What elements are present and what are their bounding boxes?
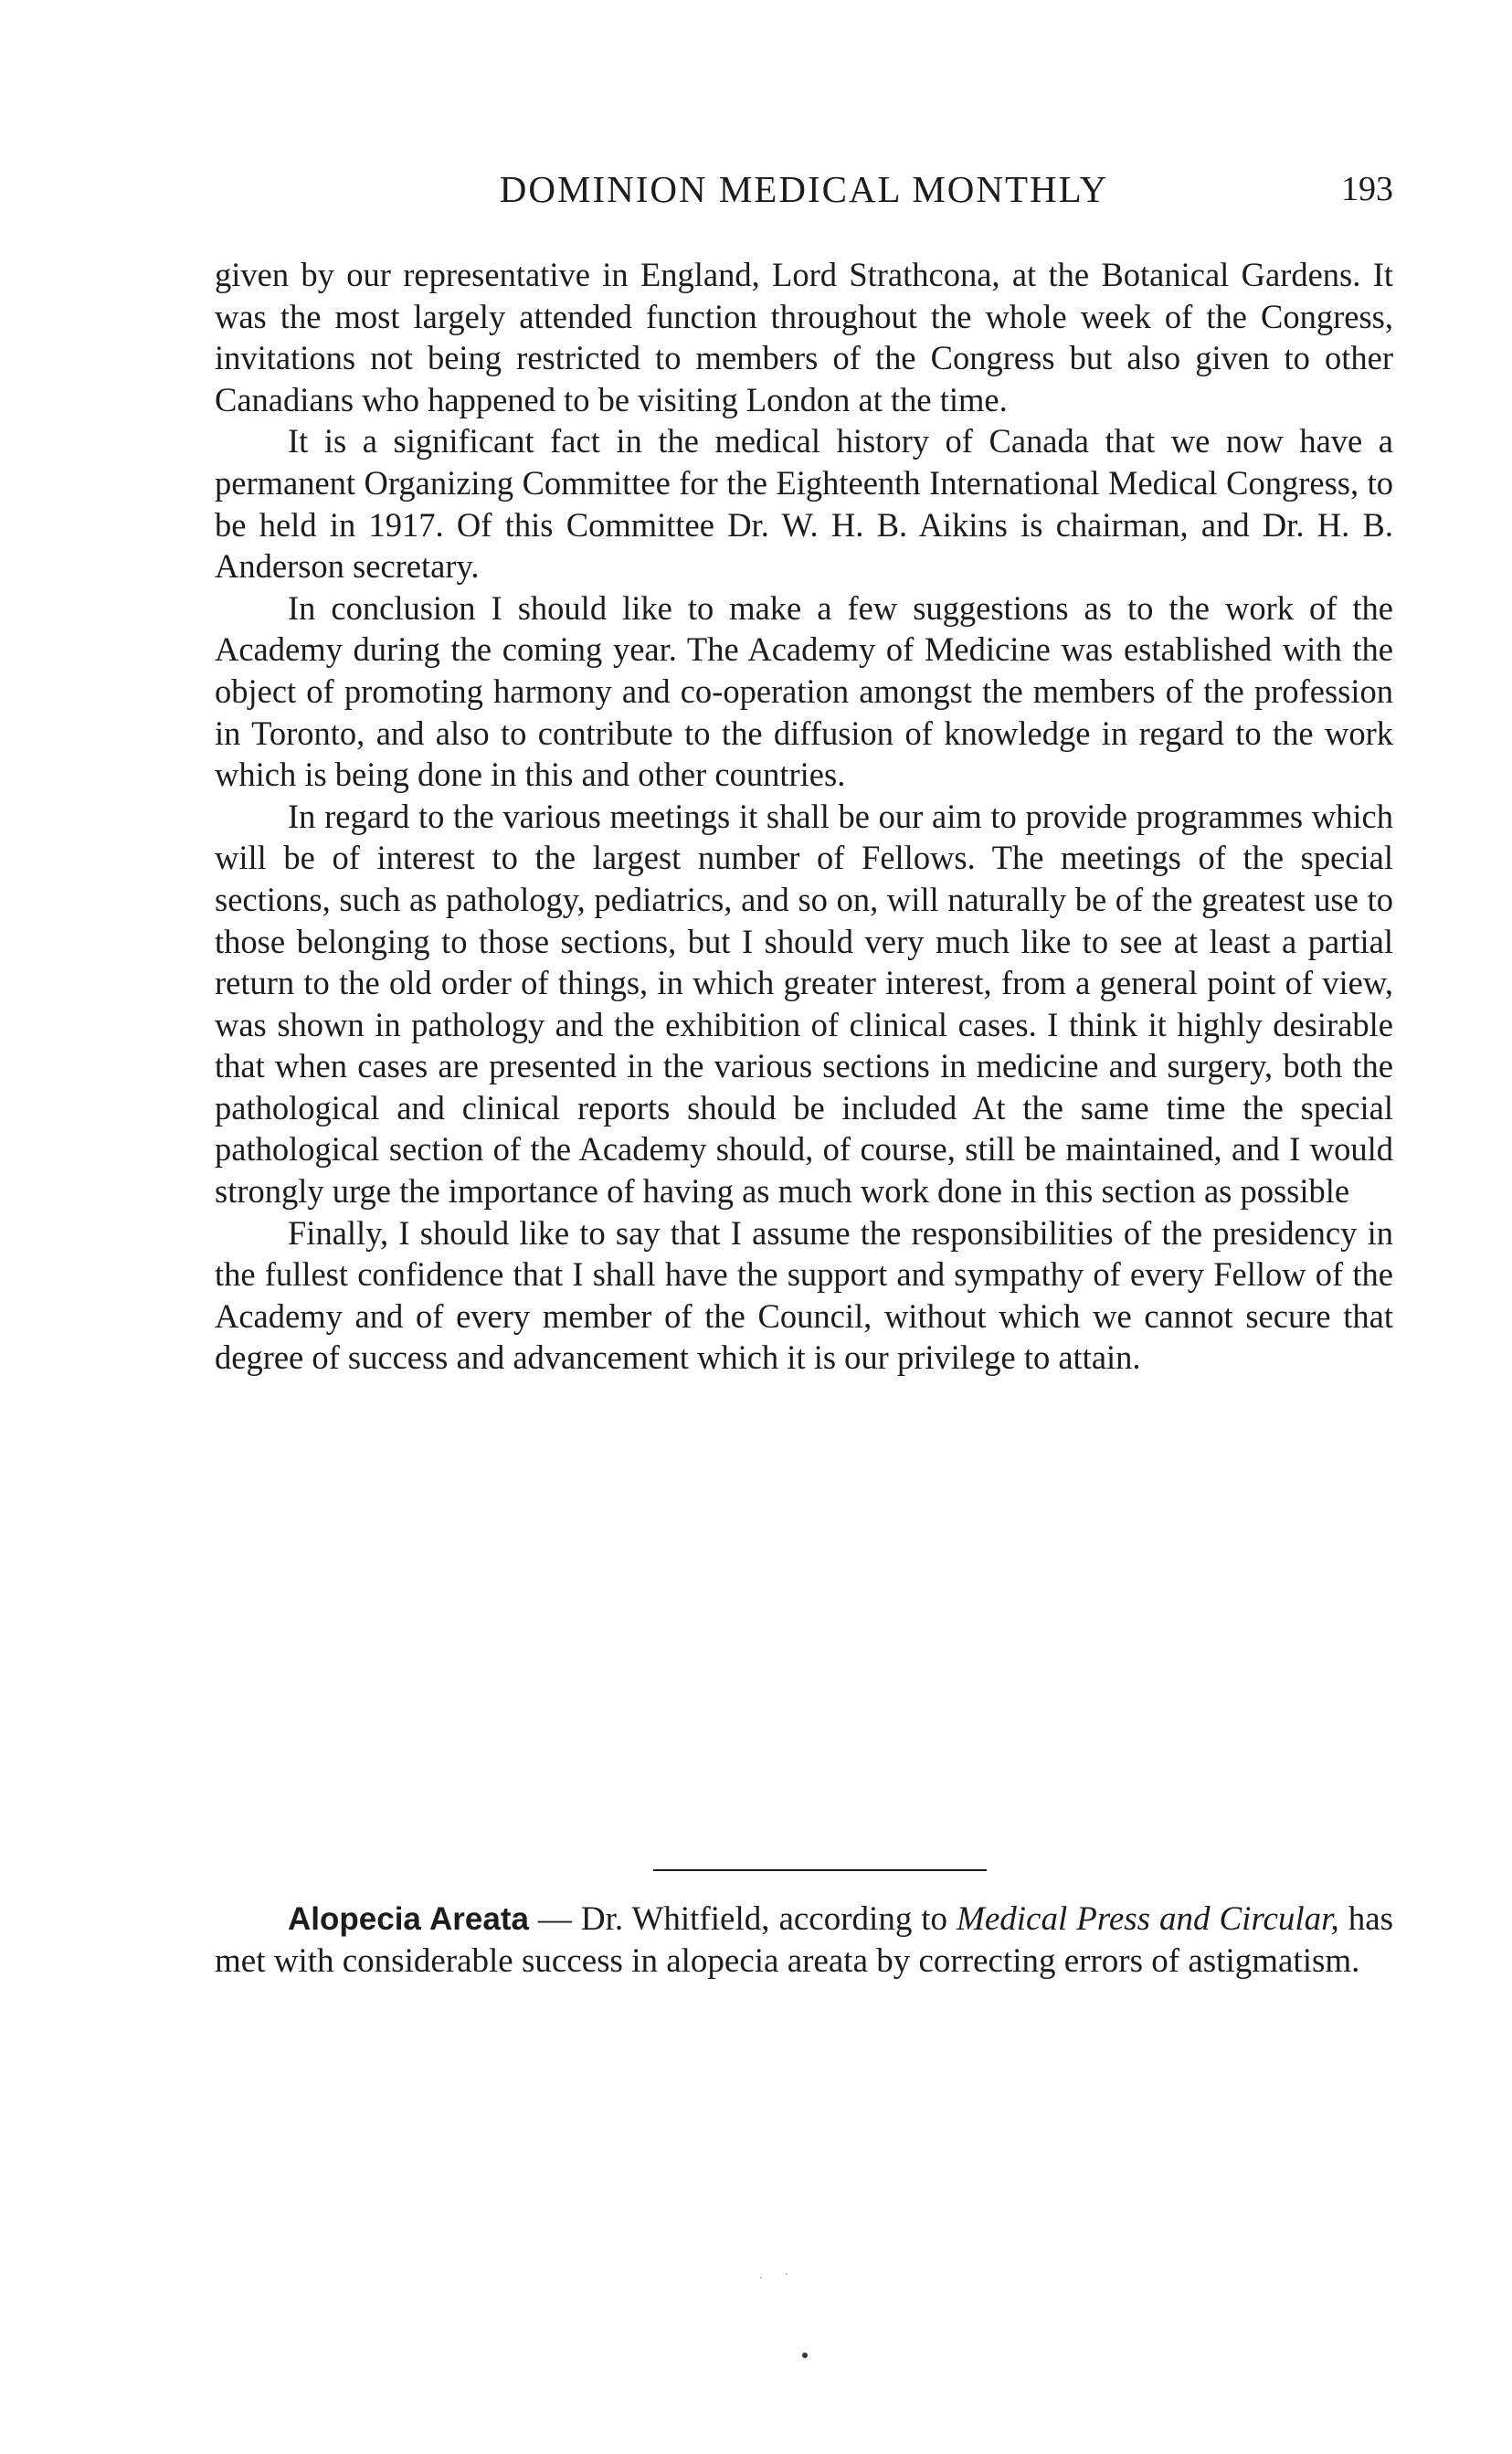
- note-source: Medical Press and Circular,: [957, 1900, 1339, 1938]
- note-text: has met with considerable success in alopecia areata by correcting errors of astigmatism.: [215, 1900, 1394, 1980]
- paragraph: In conclusion I should like to make a few suggestions as to the work of the Academy during the coming year. The Academy of Medicine was established with the object of promoting harmony and co-operation amongst the members of the profession in Toronto, and also to contribute to the diffusion of knowledge in regard to the work which is being done in this and other countries.: [215, 588, 1393, 794]
- print-speck: [802, 2353, 808, 2358]
- article-body: [215, 254, 1393, 1379]
- print-speck: [786, 2273, 788, 2275]
- section-divider: [653, 1869, 987, 1871]
- paragraph: given by our representative in England, Lord Strathcona, at the Botanical Gardens. It was the most largely attended function throughout the whole week of the Congress, invitations not being restricted to members of the Congress but also given to other Canadians who happened to be visiting London at the time.: [215, 256, 1393, 418]
- paragraph: It is a significant fact in the medical history of Canada that we now have a permanent Organizing Committee for the Eighteenth International Medical Congress, to be held in 1917. Of this Committee Dr. W. H. B. Aikins is chairman, and Dr. H. B. Anderson secretary.: [215, 422, 1393, 586]
- paragraph: Finally, I should like to say that I assume the responsibilities of the presidency in the fullest confidence that I shall have the support and sympathy of every Fellow of the Academy and of every member of the Council, without which we cannot secure that degree of success and advancement which it is our privilege to attain.: [215, 1213, 1393, 1377]
- paragraph: In regard to the various meetings it shall be our aim to provide programmes which will be of interest to the largest number of Fellows. The meetings of the special sections, such as pathology, pediatrics, and so on, will naturally be of the greatest use to those belonging to those sections, but I should very much like to see at least a partial return to the old order of things, in which greater interest, from a general point of view, was shown in pathology and the exhibition of clinical cases. I think it highly desirable that when cases are presented in the various sections in medicine and surgery, both the pathological and clinical reports should be included At the same time the special pathological section of the Academy should, of course, still be maintained, and I would strongly urge the importance of having as much work done in this section as possible: [215, 797, 1393, 1211]
- note-lead: Dr. Whitfield, according to: [580, 1900, 957, 1938]
- note-dash: —: [528, 1900, 581, 1938]
- running-header: [215, 166, 1393, 212]
- journal-title: DOMINION MEDICAL MONTHLY: [499, 168, 1109, 210]
- news-note: [215, 1899, 1393, 1983]
- page-number: 193: [1341, 170, 1393, 208]
- note-heading: Alopecia Areata: [288, 1901, 529, 1937]
- print-speck: [760, 2277, 762, 2279]
